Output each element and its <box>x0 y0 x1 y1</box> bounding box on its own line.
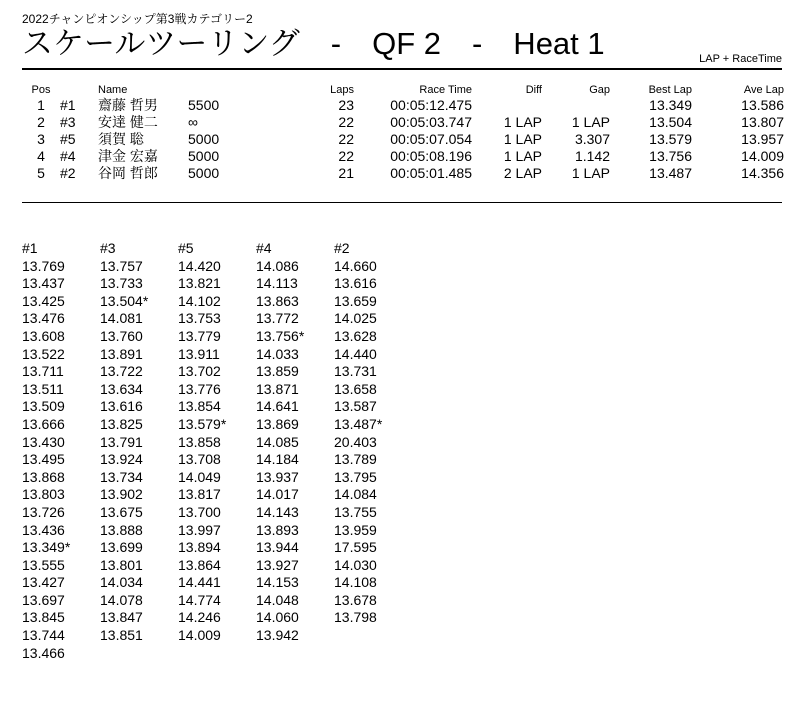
result-laps: 22 <box>338 130 354 147</box>
lap-time: 14.033 <box>256 345 299 362</box>
lap-time: 14.078 <box>100 591 143 608</box>
lap-time: 13.734 <box>100 468 143 485</box>
lap-time: 14.420 <box>178 257 221 274</box>
lap-time: 14.085 <box>256 433 299 450</box>
lap-time: 14.081 <box>100 310 143 327</box>
lap-time: 13.868 <box>22 468 65 485</box>
lap-time: 14.102 <box>178 292 221 309</box>
lap-time: 14.641 <box>256 398 299 415</box>
lap-time: 13.678 <box>334 591 377 608</box>
lap-time: 13.825 <box>100 415 143 432</box>
driver-name: 谷岡 哲郎 <box>98 164 158 181</box>
result-best-lap: 13.756 <box>649 147 692 164</box>
result-pos: 4 <box>37 147 45 164</box>
lap-time: 14.184 <box>256 451 299 468</box>
result-gap: 3.307 <box>574 130 610 147</box>
lap-time: 20.403 <box>334 433 377 450</box>
lap-column <box>334 240 412 662</box>
lap-time: 13.821 <box>178 275 221 292</box>
lap-time: 13.803 <box>22 486 65 503</box>
driver-class: 5000 <box>188 147 220 164</box>
table-row <box>22 164 784 181</box>
lap-time: 13.753 <box>178 310 221 327</box>
driver-class: 5500 <box>188 96 220 113</box>
lap-time: 13.801 <box>100 556 143 573</box>
lap-time: 17.595 <box>334 539 377 556</box>
lap-time: 14.025 <box>334 310 377 327</box>
lap-time: 13.608 <box>22 327 65 344</box>
lap-time: 13.731 <box>334 363 377 380</box>
col-pos: Pos <box>31 84 51 96</box>
result-diff <box>472 96 542 113</box>
driver-name: 津金 宏嘉 <box>98 147 158 164</box>
col-ave-lap: Ave Lap <box>743 84 784 96</box>
result-ave-lap: 13.957 <box>741 130 784 147</box>
result-best-lap: 13.349 <box>649 96 692 113</box>
result-gap: 1.142 <box>574 147 610 164</box>
driver-class: 5000 <box>188 164 220 181</box>
result-diff: 1 LAP <box>503 130 542 147</box>
lap-time: 13.616 <box>100 398 143 415</box>
lap-time: 14.017 <box>256 486 299 503</box>
result-name <box>98 113 316 130</box>
lap-column-header: #3 <box>100 240 116 256</box>
lap-time: 13.555 <box>22 556 65 573</box>
lap-time: 13.733 <box>100 275 143 292</box>
result-name <box>98 164 316 181</box>
lap-time: 14.086 <box>256 257 299 274</box>
col-best-lap: Best Lap <box>648 84 692 96</box>
lap-time: 13.437 <box>22 275 65 292</box>
result-pos: 3 <box>37 130 45 147</box>
lap-time: 13.756* <box>256 327 305 344</box>
result-gap: 1 LAP <box>571 113 610 130</box>
driver-class: ∞ <box>188 113 198 130</box>
lap-time: 14.060 <box>256 609 299 626</box>
result-race-time: 00:05:12.475 <box>390 96 472 113</box>
lap-time: 13.858 <box>178 433 221 450</box>
lap-time: 13.755 <box>334 503 377 520</box>
result-laps: 22 <box>338 147 354 164</box>
lap-time: 13.487* <box>334 415 383 432</box>
lap-time: 14.113 <box>256 275 298 292</box>
lap-time: 13.425 <box>22 292 65 309</box>
timing-mode: LAP + RaceTime <box>699 53 782 65</box>
result-best-lap: 13.504 <box>649 113 692 130</box>
driver-name: 須賀 聡 <box>98 130 144 147</box>
result-best-lap: 13.487 <box>649 164 692 181</box>
lap-time: 13.779 <box>178 327 221 344</box>
lap-column <box>178 240 256 662</box>
lap-time: 13.854 <box>178 398 221 415</box>
lap-time: 13.845 <box>22 609 65 626</box>
lap-time: 13.864 <box>178 556 221 573</box>
lap-time: 13.666 <box>22 415 65 432</box>
lap-time: 13.744 <box>22 627 65 644</box>
result-name <box>98 130 316 147</box>
result-race-time: 00:05:03.747 <box>390 113 472 130</box>
lap-time: 13.888 <box>100 521 143 538</box>
lap-column-header: #4 <box>256 240 272 256</box>
lap-time: 14.153 <box>256 574 299 591</box>
lap-time: 14.774 <box>178 591 221 608</box>
lap-time: 13.927 <box>256 556 299 573</box>
table-row <box>22 96 784 113</box>
lap-time: 13.430 <box>22 433 65 450</box>
results-body <box>22 96 784 181</box>
lap-time: 13.476 <box>22 310 65 327</box>
lap-time: 13.798 <box>334 609 377 626</box>
lap-time: 13.427 <box>22 574 65 591</box>
lap-time: 13.522 <box>22 345 65 362</box>
lap-time: 14.660 <box>334 257 377 274</box>
lap-time: 13.847 <box>100 609 143 626</box>
lap-column <box>100 240 178 662</box>
lap-time: 13.997 <box>178 521 221 538</box>
result-ave-lap: 13.586 <box>741 96 784 113</box>
lap-time: 13.795 <box>334 468 377 485</box>
col-gap: Gap <box>589 84 610 96</box>
lap-time: 14.108 <box>334 574 377 591</box>
result-gap: 1 LAP <box>571 164 610 181</box>
lap-time: 13.791 <box>100 433 143 450</box>
result-race-time: 00:05:08.196 <box>390 147 472 164</box>
lap-times-grid <box>22 240 412 662</box>
lap-time: 14.246 <box>178 609 221 626</box>
lap-time: 13.349* <box>22 539 71 556</box>
lap-time: 13.924 <box>100 451 143 468</box>
lap-time: 14.048 <box>256 591 299 608</box>
lap-time: 13.851 <box>100 627 143 644</box>
lap-time: 13.702 <box>178 363 221 380</box>
lap-time: 13.937 <box>256 468 299 485</box>
lap-time: 13.511 <box>22 380 64 397</box>
lap-time: 13.817 <box>178 486 221 503</box>
table-row <box>22 113 784 130</box>
result-ave-lap: 13.807 <box>741 113 784 130</box>
lap-time: 13.942 <box>256 627 299 644</box>
result-diff: 1 LAP <box>503 113 542 130</box>
lap-time: 13.772 <box>256 310 299 327</box>
lap-time: 13.722 <box>100 363 143 380</box>
lap-time: 13.616 <box>334 275 377 292</box>
lap-time: 13.726 <box>22 503 65 520</box>
lap-time: 14.034 <box>100 574 143 591</box>
lap-time: 13.789 <box>334 451 377 468</box>
lap-time: 13.634 <box>100 380 143 397</box>
result-car-number: #2 <box>60 164 76 181</box>
driver-name: 齋藤 哲男 <box>98 96 158 113</box>
lap-time: 13.700 <box>178 503 221 520</box>
lap-time: 13.711 <box>22 363 64 380</box>
lap-time: 14.009 <box>178 627 221 644</box>
lap-time: 13.893 <box>256 521 299 538</box>
lap-time: 13.902 <box>100 486 143 503</box>
driver-name: 安達 健二 <box>98 113 158 130</box>
lap-time: 13.894 <box>178 539 221 556</box>
header-divider <box>22 68 782 70</box>
col-diff: Diff <box>525 84 542 96</box>
lap-time: 14.440 <box>334 345 377 362</box>
result-gap <box>542 96 610 113</box>
table-row <box>22 147 784 164</box>
result-laps: 23 <box>338 96 354 113</box>
result-pos: 1 <box>37 96 45 113</box>
result-diff: 2 LAP <box>503 164 542 181</box>
event-subtitle: 2022チャンピオンシップ第3戦カテゴリー2 <box>22 12 253 26</box>
lap-time: 13.863 <box>256 292 299 309</box>
results-header-row <box>22 84 784 96</box>
result-name <box>98 96 316 113</box>
lap-time: 14.143 <box>256 503 299 520</box>
lap-column-header: #1 <box>22 240 38 256</box>
lap-time: 14.441 <box>178 574 221 591</box>
lap-time: 13.911 <box>178 345 220 362</box>
lap-time: 13.658 <box>334 380 377 397</box>
lap-time: 13.675 <box>100 503 143 520</box>
lap-time: 13.760 <box>100 327 143 344</box>
result-ave-lap: 14.356 <box>741 164 784 181</box>
result-best-lap: 13.579 <box>649 130 692 147</box>
lap-time: 13.869 <box>256 415 299 432</box>
lap-time: 13.871 <box>256 380 299 397</box>
lap-column-header: #5 <box>178 240 194 256</box>
result-race-time: 00:05:07.054 <box>390 130 472 147</box>
lap-time: 14.030 <box>334 556 377 573</box>
result-race-time: 00:05:01.485 <box>390 164 472 181</box>
page-title: スケールツーリング - QF 2 - Heat 1 <box>22 26 605 61</box>
results-table <box>22 84 784 181</box>
lap-time: 13.699 <box>100 539 143 556</box>
lap-time: 13.944 <box>256 539 299 556</box>
table-row <box>22 130 784 147</box>
lap-time: 13.579* <box>178 415 227 432</box>
result-ave-lap: 14.009 <box>741 147 784 164</box>
lap-column <box>256 240 334 662</box>
lap-time: 13.708 <box>178 451 221 468</box>
results-divider <box>22 202 782 203</box>
result-pos: 5 <box>37 164 45 181</box>
lap-time: 13.466 <box>22 644 65 661</box>
lap-time: 13.697 <box>22 591 65 608</box>
result-car-number: #3 <box>60 113 76 130</box>
lap-time: 13.495 <box>22 451 65 468</box>
result-diff: 1 LAP <box>503 147 542 164</box>
lap-time: 13.436 <box>22 521 65 538</box>
result-pos: 2 <box>37 113 45 130</box>
result-car-number: #1 <box>60 96 76 113</box>
lap-time: 13.959 <box>334 521 377 538</box>
result-laps: 22 <box>338 113 354 130</box>
lap-time: 13.891 <box>100 345 143 362</box>
lap-time: 13.504* <box>100 292 149 309</box>
lap-time: 13.587 <box>334 398 377 415</box>
lap-time: 14.084 <box>334 486 377 503</box>
lap-time: 13.776 <box>178 380 221 397</box>
lap-time: 13.859 <box>256 363 299 380</box>
result-car-number: #4 <box>60 147 76 164</box>
lap-time: 13.769 <box>22 257 65 274</box>
lap-column-header: #2 <box>334 240 350 256</box>
lap-time: 13.628 <box>334 327 377 344</box>
lap-time: 14.049 <box>178 468 221 485</box>
col-race-time: Race Time <box>419 84 472 96</box>
col-name: Name <box>98 84 128 96</box>
lap-column <box>22 240 100 662</box>
lap-time: 13.509 <box>22 398 65 415</box>
driver-class: 5000 <box>188 130 220 147</box>
lap-time: 13.659 <box>334 292 377 309</box>
lap-time: 13.757 <box>100 257 143 274</box>
col-num <box>60 84 98 96</box>
result-name <box>98 147 316 164</box>
col-laps: Laps <box>330 84 354 96</box>
result-laps: 21 <box>338 164 354 181</box>
result-car-number: #5 <box>60 130 76 147</box>
